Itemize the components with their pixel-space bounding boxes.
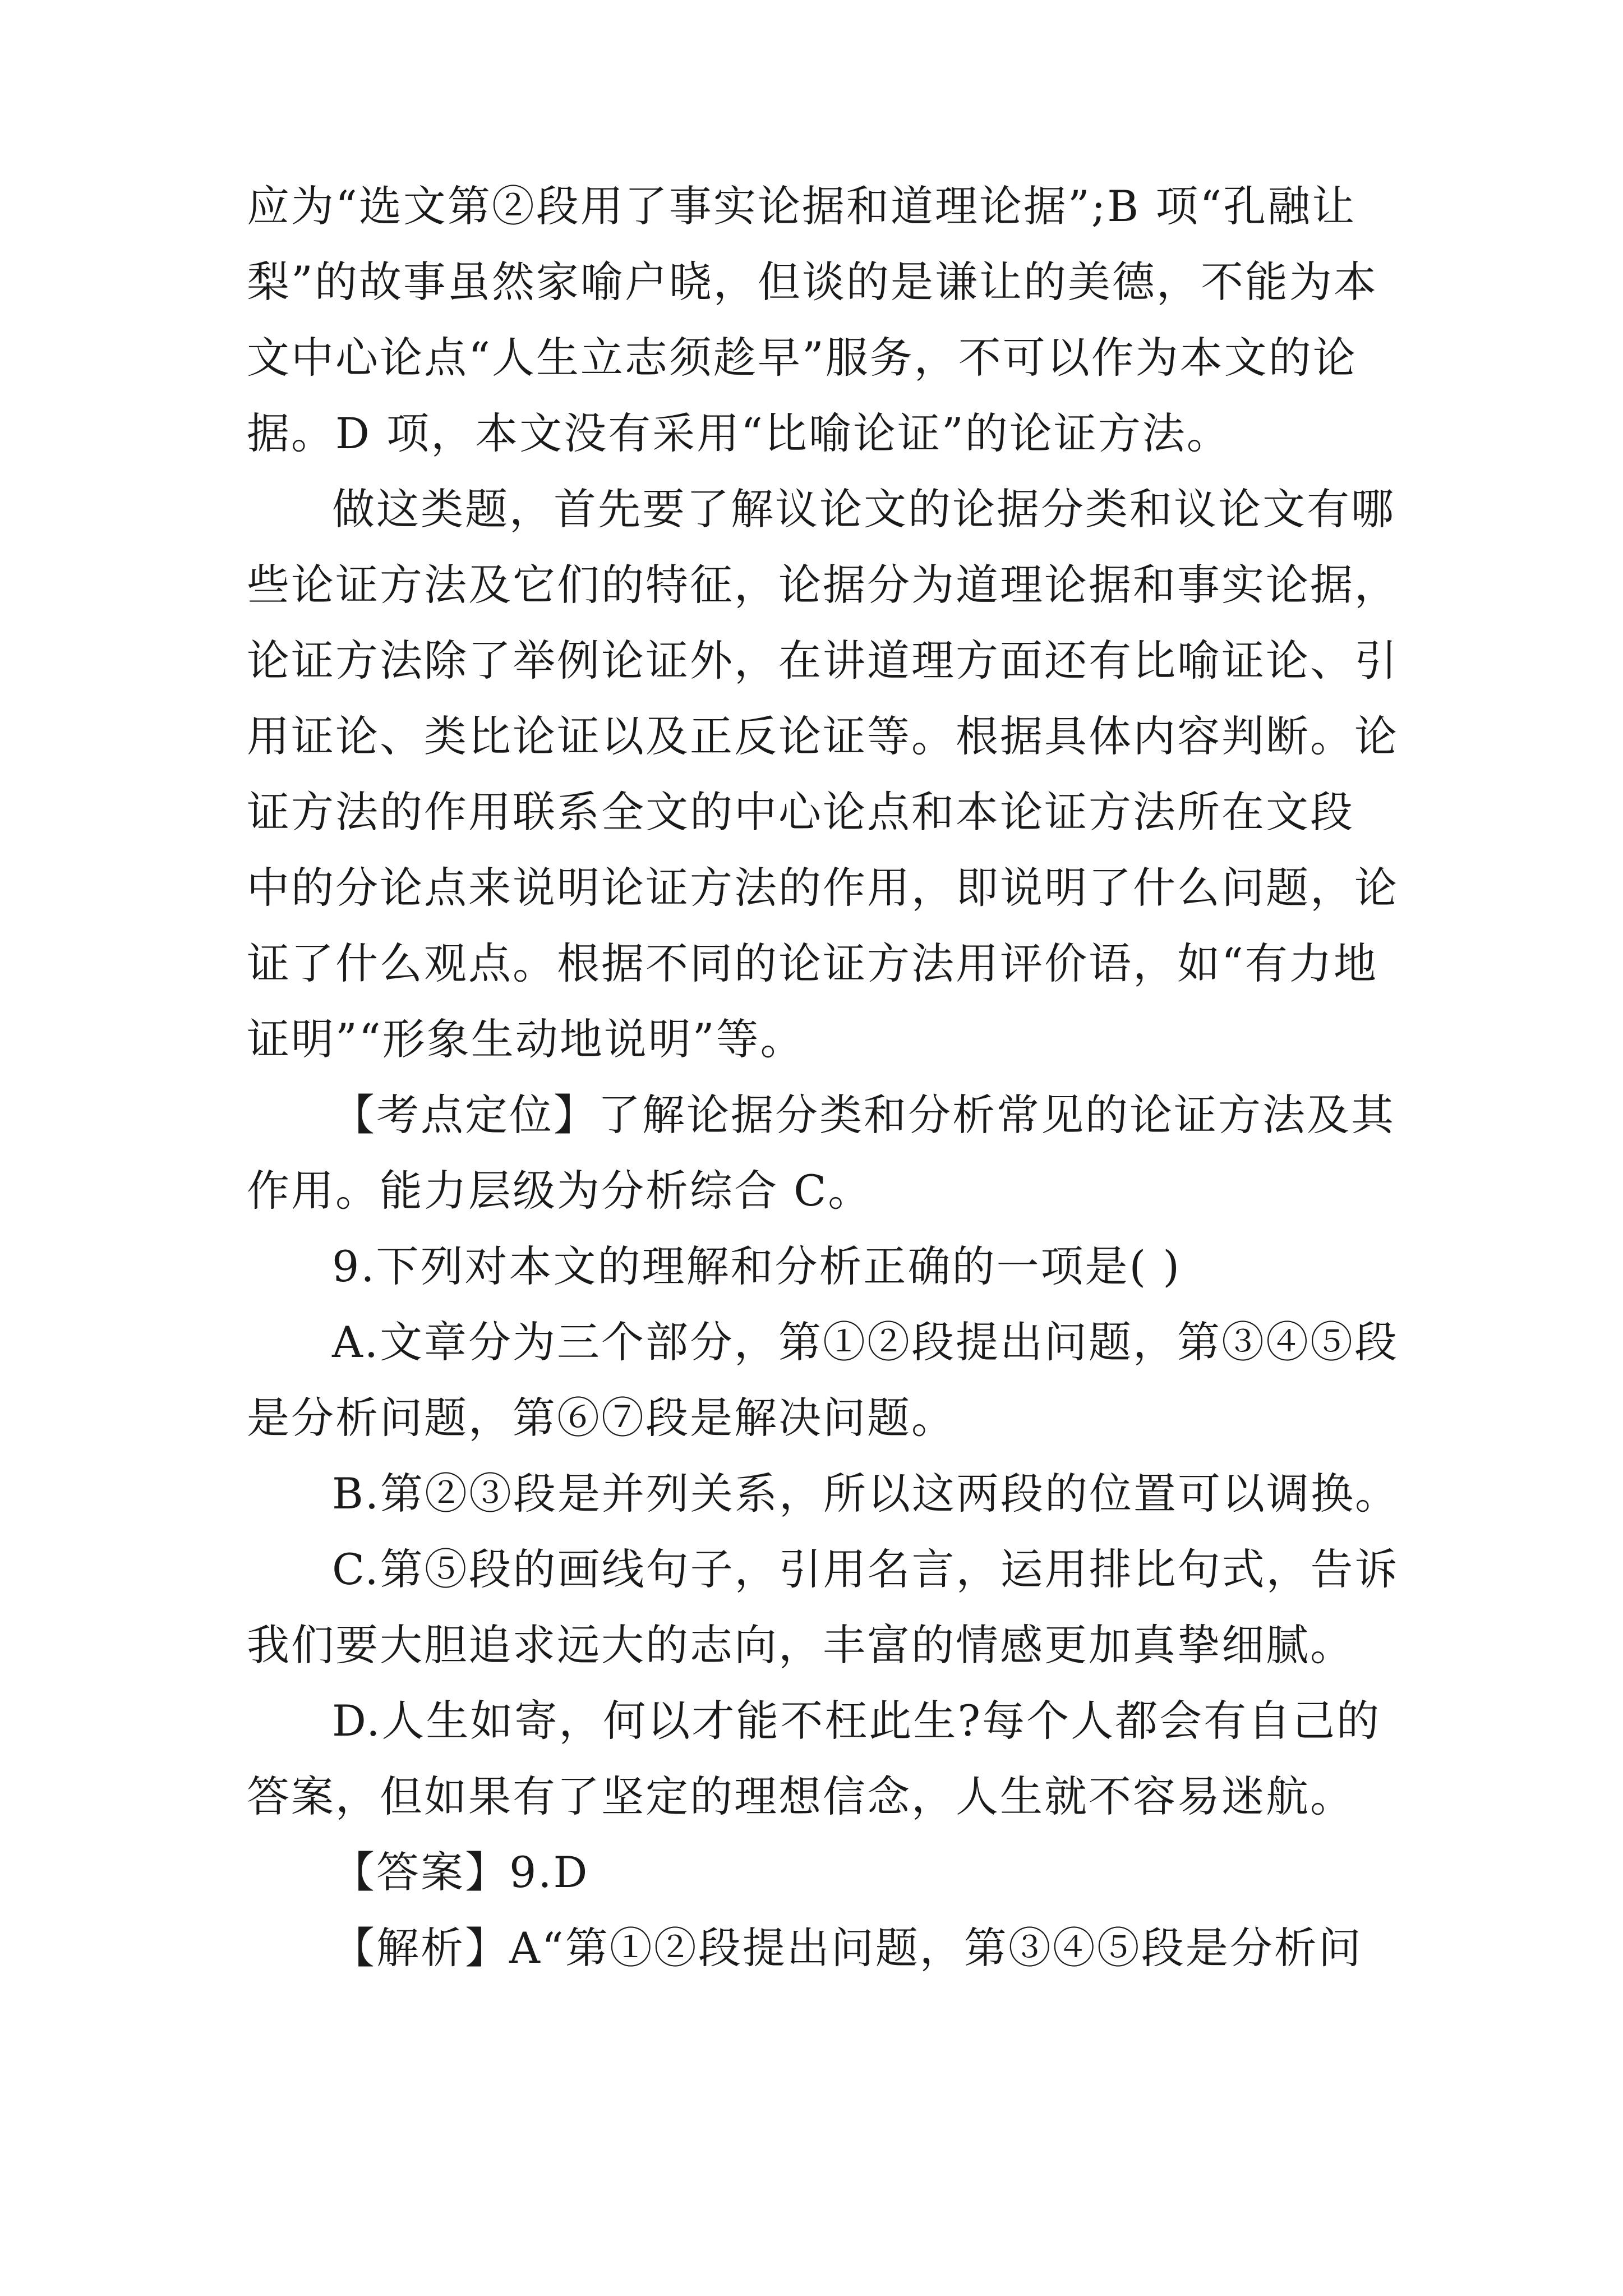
text-line: 答案，但如果有了坚定的理想信念，人生就不容易迷航。: [247, 1772, 1354, 1821]
text-line: 梨”的故事虽然家喻户晓，但谈的是谦让的美德，不能为本: [247, 257, 1378, 307]
text-line: 应为“选文第②段用了事实论据和道理论据”;B 项“孔融让: [247, 181, 1357, 231]
option-c: [247, 1531, 1399, 1683]
text-line: 作用。能力层级为分析综合 C。: [247, 1166, 873, 1216]
text-line: 【考点定位】了解论据分类和分析常见的论证方法及其: [332, 1090, 1395, 1140]
text-line: 【解析】A“第①②段提出问题，第③④⑤段是分析问: [332, 1923, 1363, 1973]
text-line: 做这类题，首先要了解议论文的论据分类和议论文有哪: [332, 484, 1395, 534]
text-line: 论证方法除了举例论证外，在讲道理方面还有比喻证论、引: [247, 636, 1399, 685]
text-line: 中的分论点来说明论证方法的作用，即说明了什么问题，论: [247, 863, 1399, 913]
text-line: 证方法的作用联系全文的中心论点和本论证方法所在文段: [247, 787, 1354, 837]
analysis-start-paragraph: [247, 1910, 1391, 1986]
text-line: 文中心论点“人生立志须趁早”服务，不可以作为本文的论: [247, 333, 1357, 383]
question-9-stem: [247, 1228, 1391, 1304]
option-d: [247, 1683, 1391, 1834]
text-line: A.文章分为三个部分，第①②段提出问题，第③④⑤段: [332, 1317, 1399, 1367]
text-line: B.第②③段是并列关系，所以这两段的位置可以调换。: [332, 1469, 1400, 1519]
answer-paragraph: [247, 1834, 1391, 1910]
text-line: C.第⑤段的画线句子，引用名言，运用排比句式，告诉: [332, 1544, 1399, 1594]
text-line: 证了什么观点。根据不同的论证方法用评价语，如“有力地: [247, 938, 1378, 988]
text-line: 9.下列对本文的理解和分析正确的一项是( ): [332, 1241, 1181, 1291]
text-line: 些论证方法及它们的特征，论据分为道理论据和事实论据，: [247, 560, 1399, 610]
option-b: [247, 1456, 1400, 1531]
text-line: 证明”“形象生动地说明”等。: [247, 1014, 805, 1064]
method-explanation-paragraph: [247, 471, 1399, 1077]
document-page: [247, 168, 1400, 1986]
text-line: 【答案】9.D: [332, 1847, 589, 1897]
text-line: D.人生如寄，何以才能不枉此生?每个人都会有自己的: [332, 1696, 1381, 1746]
option-a: [247, 1304, 1399, 1456]
exam-point-paragraph: [247, 1077, 1395, 1228]
analysis-continuation-paragraph: [247, 168, 1391, 471]
text-line: 是分析问题，第⑥⑦段是解决问题。: [247, 1393, 956, 1443]
text-line: 我们要大胆追求远大的志向，丰富的情感更加真挚细腻。: [247, 1620, 1354, 1670]
text-line: 用证论、类比论证以及正反论证等。根据具体内容判断。论: [247, 711, 1399, 761]
text-line: 据。D 项，本文没有采用“比喻论证”的论证方法。: [247, 408, 1231, 458]
